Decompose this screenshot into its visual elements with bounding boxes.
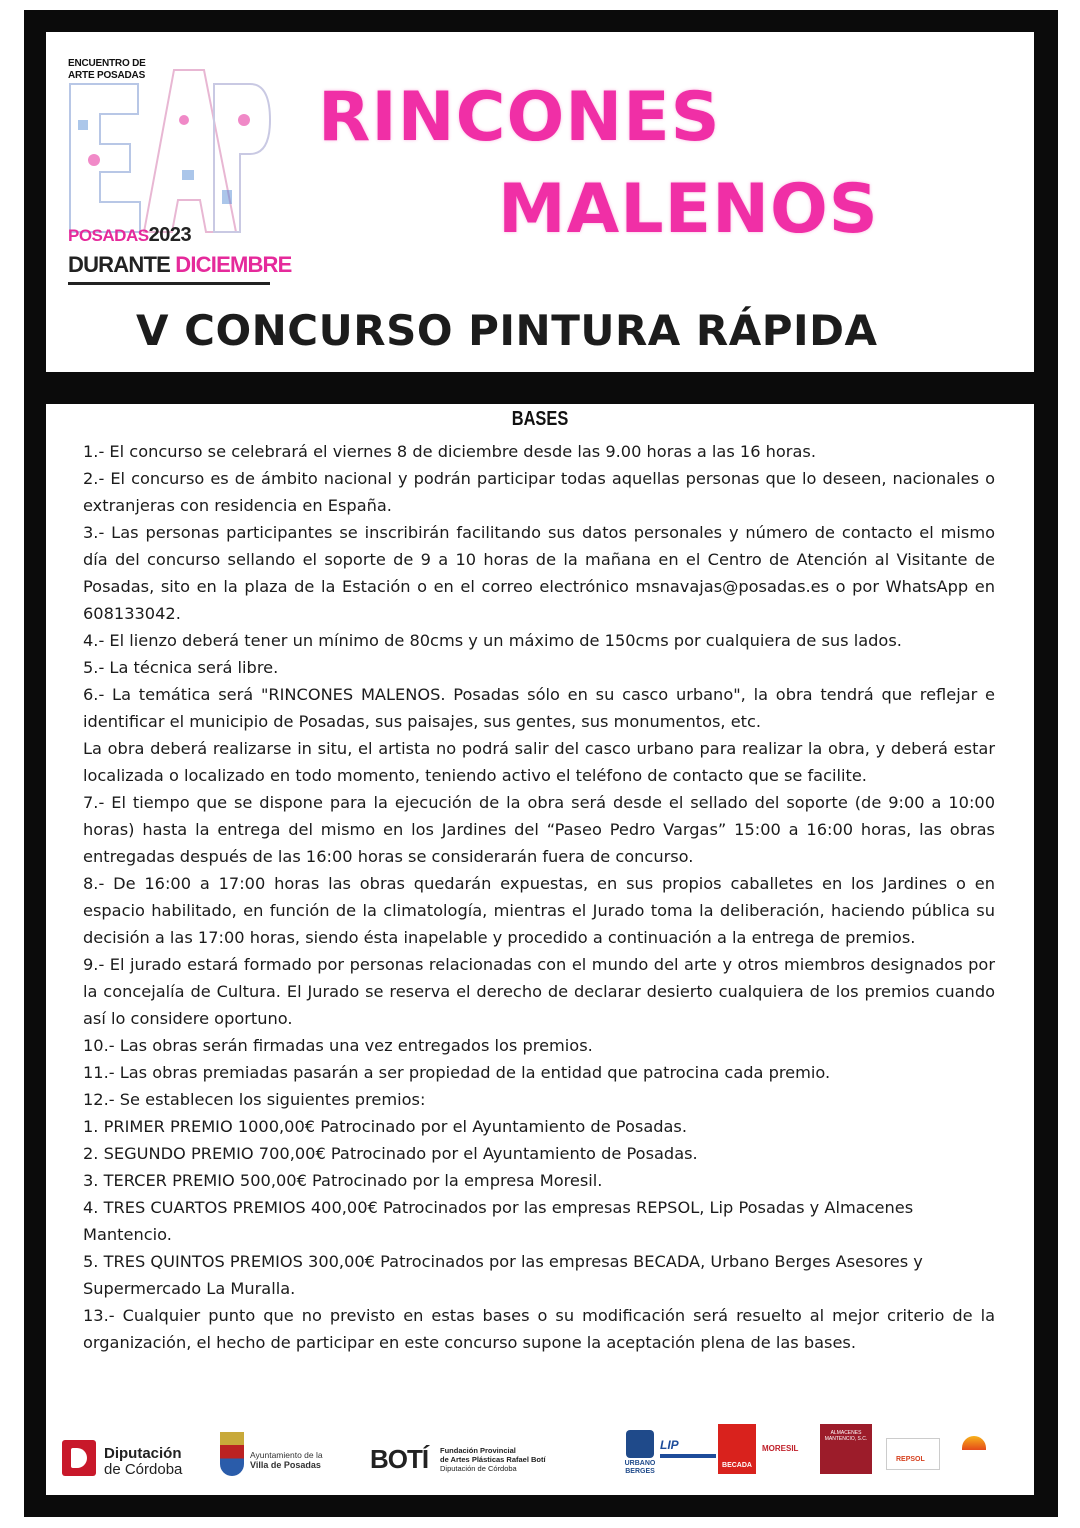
base-3: 3.- Las personas participantes se inscribirán facilitando sus datos personales y número de contacto el mismo día del concurso sellando el soporte de 9 a 10 horas de la mañana en el Centro de Atención al Visitante de Posadas, sito en la plaza de la Estación o en el correo electrónico msnavajas@posadas.es o por WhatsApp en 608133042.: [83, 523, 995, 623]
prize-1: 1. PRIMER PREMIO 1000,00€ Patrocinado por el Ayuntamiento de Posadas.: [83, 1117, 688, 1136]
villa-posadas-shield-icon: [220, 1432, 244, 1476]
base-13: 13.- Cualquier punto que no previsto en estas bases o su modificación será resuelto al mejor criterio de la organización, el hecho de participar en este concurso supone la aceptación plena de las bases.: [83, 1306, 995, 1352]
repsol-label: REPSOL: [896, 1456, 925, 1463]
base-7: 7.- El tiempo que se dispone para la ejecución de la obra será desde el sellado del soporte (de 9:00 a 10:00 horas) hasta la entrega del mismo en los Jardines del “Paseo Pedro Vargas” 15:00 a 16:00 horas, las obras entregadas después de las 16:00 horas se considerarán fuera de concurso.: [83, 793, 995, 866]
boti-logo: BOTÍ: [370, 1444, 429, 1474]
base-9: 9.- El jurado estará formado por personas relacionadas con el mundo del arte y otros miembros designados por la concejalía de Cultura. El Jurado se reserva el derecho de declarar desierto cualquiera de los premios cuando así lo considere oportuno.: [83, 955, 995, 1028]
lip-posadas-logo: LIP: [660, 1438, 679, 1452]
repsol-logo-icon: [886, 1438, 940, 1470]
base-11: 11.- Las obras premiadas pasarán a ser propiedad de la entidad que patrocina cada premio.: [83, 1063, 831, 1082]
base-4: 4.- El lienzo deberá tener un mínimo de 80cms y un máximo de 150cms por cualquiera de sus lados.: [83, 631, 902, 650]
prize-2: 2. SEGUNDO PREMIO 700,00€ Patrocinado por el Ayuntamiento de Posadas.: [83, 1144, 698, 1163]
contest-subtitle: V CONCURSO PINTURA RÁPIDA: [136, 306, 878, 355]
becada-label: BECADA: [722, 1462, 752, 1469]
urbano-berges-logo-icon: [626, 1430, 654, 1458]
diputacion-cordoba-logo: Diputación de Córdoba: [104, 1445, 183, 1478]
base-1: 1.- El concurso se celebrará el viernes 8 de diciembre desde las 9.00 horas a las 16 horas.: [83, 442, 816, 461]
base-10: 10.- Las obras serán firmadas una vez entregados los premios.: [83, 1036, 593, 1055]
logo-top-text: ENCUENTRO DE ARTE POSADAS: [68, 58, 146, 81]
almacenes-mantencio-label: ALMACENES MANTENCIO, S.C.: [824, 1430, 868, 1442]
prize-3: 3. TERCER PREMIO 500,00€ Patrocinado por la empresa Moresil.: [83, 1171, 603, 1190]
logo-underline: [68, 282, 270, 285]
base-2: 2.- El concurso es de ámbito nacional y podrán participar todas aquellas personas que lo deseen, nacionales o extranjeras con residencia en España.: [83, 469, 995, 515]
base-8: 8.- De 16:00 a 17:00 horas las obras quedarán expuestas, en sus propios caballetes en los Jardines o en espacio habilitado, en función de la climatología, mientras el Jurado toma la deliberación, haciendo pública su decisión a las 17:00 horas, siendo ésta inapelable y procedido a continuación a la entrega de premios.: [83, 874, 995, 947]
base-6: 6.- La temática será "RINCONES MALENOS. Posadas sólo en su casco urbano", la obra tendrá que reflejar e identificar el municipio de Posadas, sus paisajes, sus gentes, sus monumentos, etc.: [83, 685, 995, 731]
title-line-1: RINCONES: [318, 78, 721, 157]
bases-text: [83, 438, 995, 1356]
moresil-logo: MORESIL: [762, 1444, 799, 1453]
base-5: 5.- La técnica será libre.: [83, 658, 279, 677]
title-line-2: MALENOS: [498, 170, 879, 249]
bases-heading: BASES: [511, 408, 569, 430]
lip-logo-bar: [660, 1454, 716, 1458]
villa-posadas-logo: Ayuntamiento de la Villa de Posadas: [250, 1450, 323, 1470]
logo-durante-diciembre: DURANTE DICIEMBRE: [68, 252, 292, 277]
prize-4: 4. TRES CUARTOS PREMIOS 400,00€ Patrocinados por las empresas REPSOL, Lip Posadas y Almacenes Mantencio.: [83, 1198, 914, 1244]
base-12: 12.- Se establecen los siguientes premios:: [83, 1090, 426, 1109]
diputacion-logo-icon: [62, 1440, 96, 1476]
base-6-continued: La obra deberá realizarse in situ, el artista no podrá salir del casco urbano para realizar la obra, y deberá estar localizada o localizado en todo momento, teniendo activo el teléfono de contacto que se facilite.: [83, 739, 995, 785]
urbano-berges-label: URBANO BERGES: [624, 1460, 656, 1475]
boti-foundation-text: Fundación Provincial de Artes Plásticas Rafael Botí Diputación de Córdoba: [440, 1446, 546, 1473]
logo-posadas-year: POSADAS2023: [68, 224, 192, 246]
prize-5: 5. TRES QUINTOS PREMIOS 300,00€ Patrocinados por las empresas BECADA, Urbano Berges Asesores y Supermercado La Muralla.: [83, 1252, 923, 1298]
